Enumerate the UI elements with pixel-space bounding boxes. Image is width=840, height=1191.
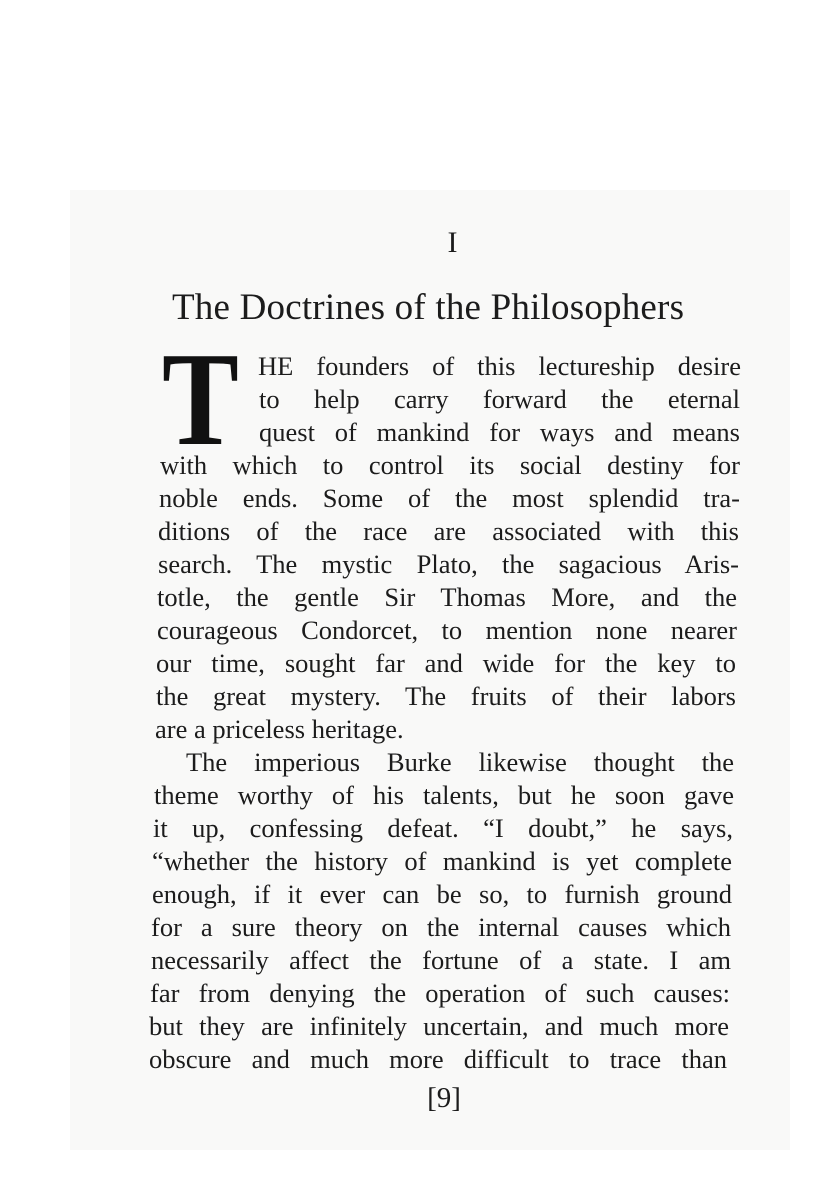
chapter-number: I <box>447 226 459 259</box>
text-line: it up, confessing defeat. “I doubt,” he says, <box>153 813 733 843</box>
text-line: obscure and much more difficult to trace than <box>149 1044 727 1074</box>
text-line: HE founders of this lectureship desire <box>258 351 741 381</box>
chapter-title: The Doctrines of the Philosophers <box>172 287 685 328</box>
text-line: theme worthy of his talents, but he soon gave <box>154 780 734 810</box>
text-line: enough, if it ever can be so, to furnish ground <box>152 879 732 909</box>
text-line: for a sure theory on the internal causes which <box>151 912 731 942</box>
page-number: [9] <box>427 1082 461 1114</box>
text-line: to help carry forward the eternal <box>259 384 740 414</box>
text-line: “whether the history of mankind is yet complete <box>152 846 732 876</box>
text-line: the great mystery. The fruits of their labors <box>156 681 736 711</box>
text-line: The imperious Burke likewise thought the <box>186 747 734 777</box>
text-line: but they are infinitely uncertain, and much more <box>149 1011 729 1041</box>
text-line: necessarily affect the fortune of a state. I am <box>151 945 731 975</box>
text-line: quest of mankind for ways and means <box>259 417 740 447</box>
text-line: far from denying the operation of such causes: <box>150 978 730 1008</box>
text-line: noble ends. Some of the most splendid tra- <box>159 483 740 513</box>
text-line: totle, the gentle Sir Thomas More, and the <box>157 582 737 612</box>
text-line: search. The mystic Plato, the sagacious Aris- <box>158 549 739 579</box>
text-line: ditions of the race are associated with this <box>158 516 739 546</box>
text-line: are a priceless heritage. <box>155 714 404 744</box>
text-line: with which to control its social destiny for <box>160 450 740 480</box>
text-line: our time, sought far and wide for the key to <box>156 648 736 678</box>
text-line: courageous Condorcet, to mention none nearer <box>157 615 737 645</box>
drop-cap: T <box>162 325 239 473</box>
